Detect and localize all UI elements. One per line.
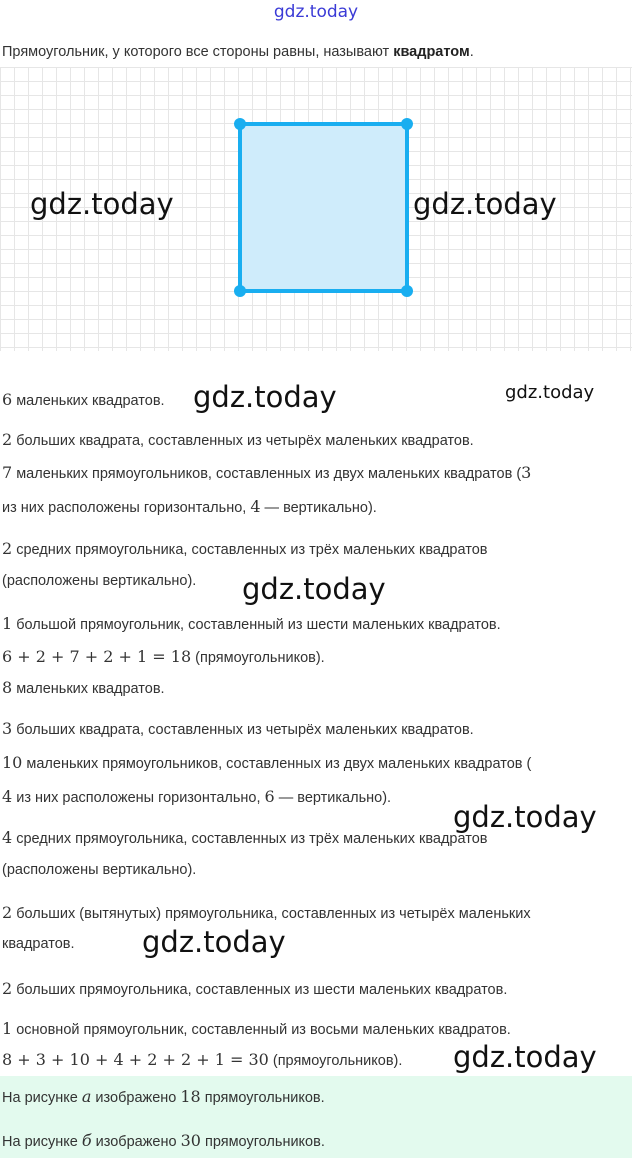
square-vertex — [401, 118, 413, 130]
text-line: 6 + 2 + 7 + 2 + 1 = 18 (прямоугольников). — [2, 647, 325, 666]
watermark: gdz.today — [242, 572, 386, 606]
grid-figure — [0, 67, 632, 351]
intro-text: Прямоугольник, у которого все стороны равны, называют — [2, 44, 394, 60]
text-line: 2 больших квадрата, составленных из четырёх маленьких квадратов. — [2, 430, 474, 449]
text-line: из них расположены горизонтально, 4 — вертикально). — [2, 497, 377, 516]
watermark: gdz.today — [453, 800, 597, 834]
intro-bold-term: квадратом — [393, 44, 470, 60]
text-line: 2 средних прямоугольника, составленных из трёх маленьких квадратов — [2, 539, 488, 558]
text-line: (расположены вертикально). — [2, 862, 197, 878]
text-line: 1 большой прямоугольник, составленный из шести маленьких квадратов. — [2, 614, 501, 633]
square-shape — [240, 124, 407, 291]
intro-definition — [2, 44, 474, 60]
text-line: 4 из них расположены горизонтально, 6 — вертикально). — [2, 787, 392, 806]
text-line: 3 больших квадрата, составленных из четырёх маленьких квадратов. — [2, 719, 474, 738]
text-line: (расположены вертикально). — [2, 573, 197, 589]
watermark: gdz.today — [453, 1040, 597, 1074]
square-vertex — [234, 118, 246, 130]
answer-line-b: На рисунке б изображено 30 прямоугольников. — [2, 1131, 325, 1150]
square-vertex — [234, 285, 246, 297]
text-line: 6 маленьких квадратов. — [2, 390, 165, 409]
text-line: 2 больших прямоугольника, составленных из шести маленьких квадратов. — [2, 979, 508, 998]
text-line: 1 основной прямоугольник, составленный из восьми маленьких квадратов. — [2, 1019, 511, 1038]
answer-line-a: На рисунке а изображено 18 прямоугольников. — [2, 1087, 325, 1106]
text-line: 2 больших (вытянутых) прямоугольника, составленных из четырёх маленьких — [2, 903, 531, 922]
text-line: квадратов. — [2, 936, 75, 952]
answer-block — [0, 1076, 632, 1158]
text-line: 8 маленьких квадратов. — [2, 678, 165, 697]
watermark: gdz.today — [142, 925, 286, 959]
square-vertex — [401, 285, 413, 297]
text-line: 7 маленьких прямоугольников, составленных из двух маленьких квадратов (3 — [2, 463, 532, 482]
watermark: gdz.today — [193, 380, 337, 414]
text-line: 4 средних прямоугольника, составленных из трёх маленьких квадратов — [2, 828, 488, 847]
intro-end: . — [469, 44, 474, 60]
header-watermark[interactable]: gdz.today — [273, 2, 359, 22]
grid-watermark-right: gdz.today — [413, 187, 557, 221]
text-line: 8 + 3 + 10 + 4 + 2 + 2 + 1 = 30 (прямоугольников). — [2, 1050, 403, 1069]
watermark: gdz.today — [505, 382, 595, 403]
grid-watermark-left: gdz.today — [30, 187, 174, 221]
text-line: 10 маленьких прямоугольников, составленных из двух маленьких квадратов ( — [2, 753, 532, 772]
